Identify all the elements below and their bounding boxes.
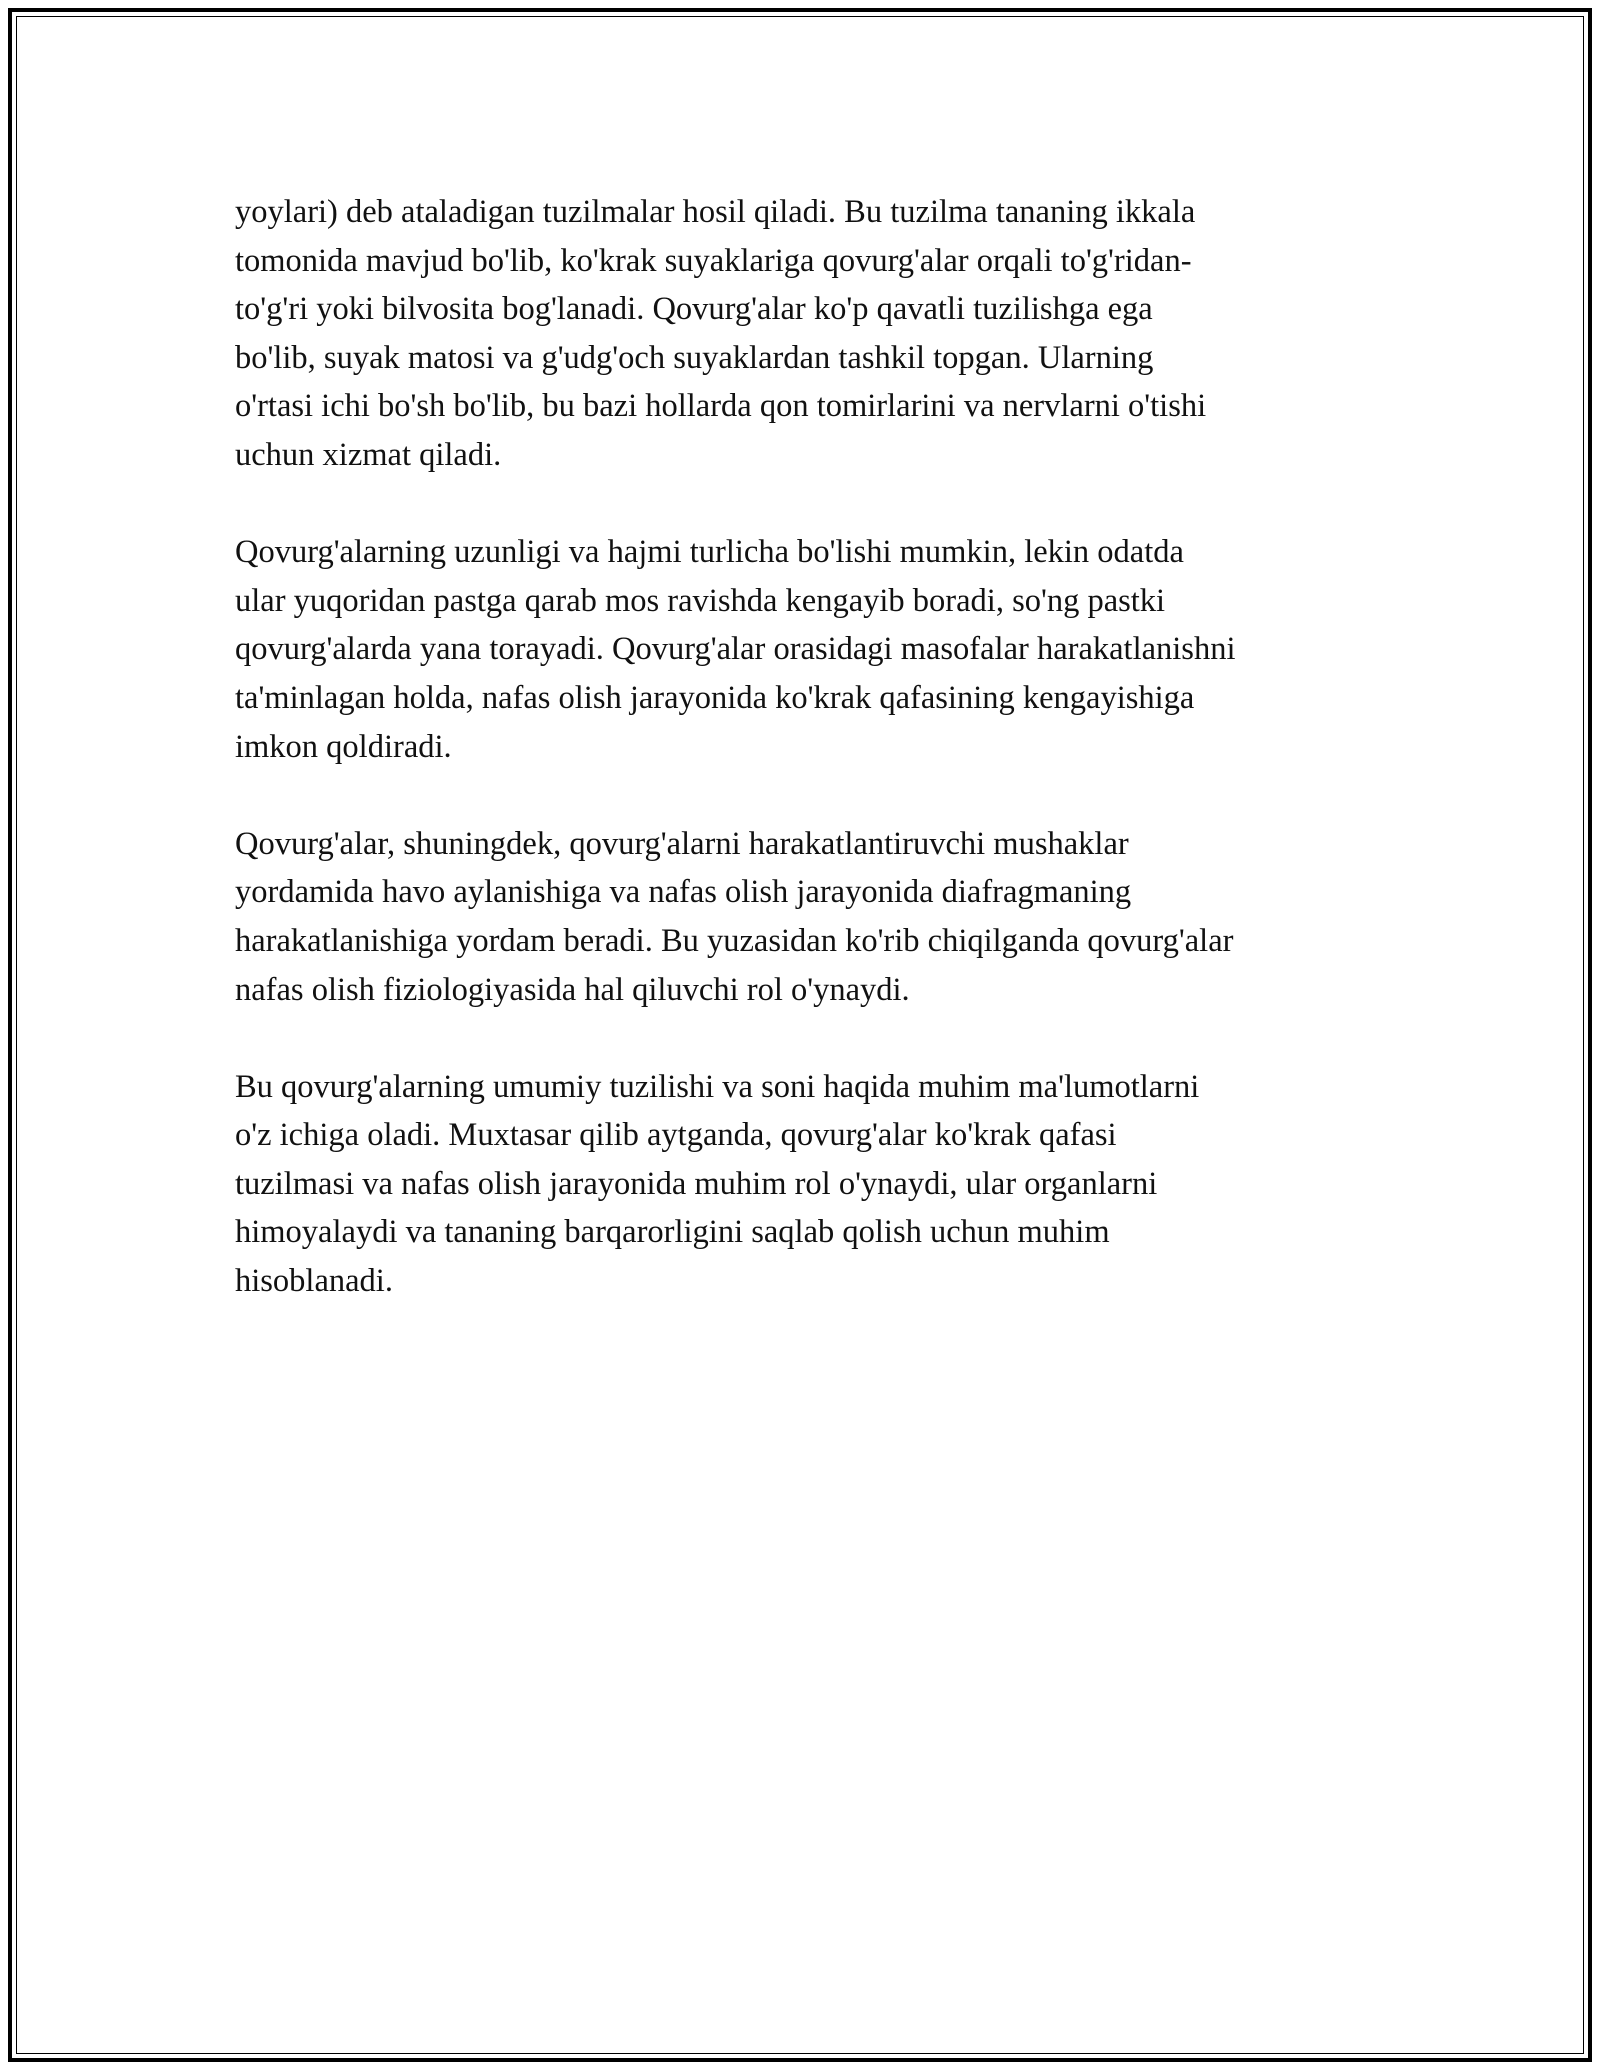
text-line: hisoblanadi. — [235, 1263, 393, 1300]
text-line: bo'lib, suyak matosi va g'udg'och suyaklardan tashkil topgan. Ularning — [235, 339, 1154, 376]
text-line: Qovurg'alarning uzunligi va hajmi turlicha bo'lishi mumkin, lekin odatda — [235, 534, 1184, 571]
text-line: nafas olish fiziologiyasida hal qiluvchi rol o'ynaydi. — [235, 971, 910, 1008]
text-line: to'g'ri yoki bilvosita bog'lanadi. Qovurg'alar ko'p qavatli tuzilishga ega — [235, 291, 1153, 328]
text-line: himoyalaydi va tananing barqarorligini saqlab qolish uchun muhim — [235, 1214, 1110, 1251]
document-body — [235, 188, 1385, 1354]
text-line: Bu qovurg'alarning umumiy tuzilishi va soni haqida muhim ma'lumotlarni — [235, 1068, 1200, 1105]
text-line: yoylari) deb ataladigan tuzilmalar hosil qiladi. Bu tuzilma tananing ikkala — [235, 194, 1196, 230]
text-line: ta'minlagan holda, nafas olish jarayonida ko'krak qafasining kengayishiga — [235, 679, 1195, 716]
text-line: uchun xizmat qiladi. — [235, 436, 502, 473]
text-line: tomonida mavjud bo'lib, ko'krak suyaklariga qovurg'alar orqali to'g'ridan- — [235, 242, 1192, 279]
paragraph-2 — [235, 528, 1385, 771]
paragraph-4 — [235, 1063, 1385, 1306]
text-line: harakatlanishiga yordam beradi. Bu yuzasidan ko'rib chiqilganda qovurg'alar — [235, 922, 1234, 959]
text-line: o'rtasi ichi bo'sh bo'lib, bu bazi hollarda qon tomirlarini va nervlarni o'tishi — [235, 388, 1207, 425]
text-line: Qovurg'alar, shuningdek, qovurg'alarni harakatlantiruvchi mushaklar — [235, 825, 1129, 862]
text-line: yordamida havo aylanishiga va nafas olish jarayonida diafragmaning — [235, 874, 1132, 911]
paragraph-3 — [235, 820, 1385, 1014]
text-line: o'z ichiga oladi. Muxtasar qilib aytganda, qovurg'alar ko'krak qafasi — [235, 1117, 1117, 1154]
text-line: tuzilmasi va nafas olish jarayonida muhim rol o'ynaydi, ular organlarni — [235, 1165, 1158, 1202]
text-line: imkon qoldiradi. — [235, 728, 452, 765]
text-line: ular yuqoridan pastga qarab mos ravishda kengayib boradi, so'ng pastki — [235, 582, 1166, 619]
paragraph-1 — [235, 188, 1385, 480]
text-line: qovurg'alarda yana torayadi. Qovurg'alar orasidagi masofalar harakatlanishni — [235, 631, 1236, 668]
